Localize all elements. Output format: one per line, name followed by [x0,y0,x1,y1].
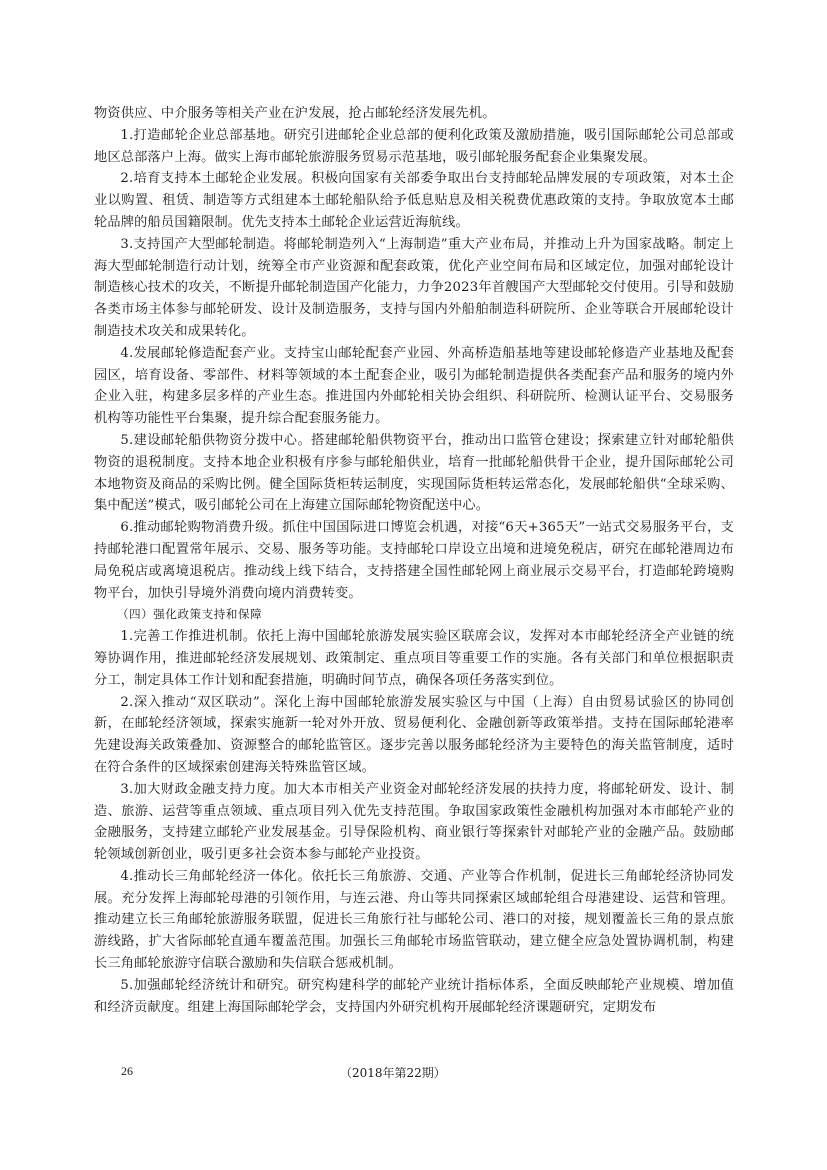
paragraph-10: 4.推动长三角邮轮经济一体化。依托长三角旅游、交通、产业等合作机制，促进长三角邮轮经济协同发展。充分发挥上海邮轮母港的引领作用，与连云港、舟山等共同探索区域邮轮组合母港建设、运营和管理。推动建立长三角邮轮旅游服务联盟，促进长三角旅行社与邮轮公司、港口的对接，规划覆盖长三角的景点旅游线路，扩大省际邮轮直通车覆盖范围。加强长三角邮轮市场监管联动，建立健全应急处置协调机制，构建长三角邮轮旅游守信联合激励和失信联合惩戒机制。 [94,868,734,972]
page-number: 26 [121,1064,133,1078]
section-heading: （四）强化政策支持和保障 [117,607,263,622]
paragraph-0: 物资供应、中介服务等相关产业在沪发展，抢占邮轮经济发展先机。 [94,106,496,121]
paragraph-4: 4.发展邮轮修造配套产业。支持宝山邮轮配套产业园、外高桥造船基地等建设邮轮修造产业基地及配套园区，培育设备、零部件、材料等领域的本土配套企业，吸引为邮轮制造提供各类配套产品和服务的境内外企业入驻，构建多层多样的产业生态。推进国内外邮轮相关协会组织、科研院所、检测认证平台、交易服务机构等功能性平台集聚，提升综合配套服务能力。 [94,345,734,427]
paragraph-9: 3.加大财政金融支持力度。加大本市相关产业资金对邮轮经济发展的扶持力度，将邮轮研发、设计、制造、旅游、运营等重点领域、重点项目列入优先支持范围。争取国家政策性金融机构加强对本市邮轮产业的金融服务，支持建立邮轮产业发展基金。引导保险机构、商业银行等探索针对邮轮产业的金融产品。鼓励邮轮领域创新创业，吸引更多社会资本参与邮轮产业投资。 [94,781,734,863]
paragraph-1: 1.打造邮轮企业总部基地。研究引进邮轮企业总部的便利化政策及激励措施，吸引国际邮轮公司总部或地区总部落户上海。做实上海市邮轮旅游服务贸易示范基地，吸引邮轮服务配套企业集聚发展。 [94,127,734,165]
paragraph-5: 5.建设邮轮船供物资分拨中心。搭建邮轮船供物资平台，推动出口监管仓建设；探索建立针对邮轮船供物资的退税制度。支持本地企业积极有序参与邮轮船供业，培育一批邮轮船供骨干企业，提升国际邮轮公司本地物资及商品的采购比例。健全国际货柜转运制度，实现国际货柜转运常态化，发展邮轮船供“全球采购、集中配送”模式，吸引邮轮公司在上海建立国际邮轮物资配送中心。 [94,432,734,514]
paragraph-2: 2.培育支持本土邮轮企业发展。积极向国家有关部委争取出台支持邮轮品牌发展的专项政策，对本土企业以购置、租赁、制造等方式组建本土邮轮船队给予低息贴息及相关税费优惠政策的支持。争取放宽本土邮轮品牌的船员国籍限制。优先支持本土邮轮企业运营近海航线。 [94,171,734,230]
paragraph-11: 5.加强邮轮经济统计和研究。研究构建科学的邮轮产业统计指标体系，全面反映邮轮产业规模、增加值和经济贡献度。组建上海国际邮轮学会，支持国内外研究机构开展邮轮经济课题研究，定期发布 [94,977,734,1015]
paragraph-6: 6.推动邮轮购物消费升级。抓住中国国际进口博览会机遇，对接“6天+365天”一站式交易服务平台，支持邮轮港口配置常年展示、交易、服务等功能。支持邮轮口岸设立出境和进境免税店，研究在邮轮港周边布局免税店或离境退税店。推动线上线下结合，支持搭建全国性邮轮网上商业展示交易平台，打造邮轮跨境购物平台，加快引导境外消费向境内消费转变。 [94,520,734,601]
paragraph-8: 2.深入推动“双区联动”。深化上海中国邮轮旅游发展实验区与中国（上海）自由贸易试验区的协同创新，在邮轮经济领域，探索实施新一轮对外开放、贸易便利化、金融创新等政策举措。支持在国际邮轮港率先建设海关政策叠加、资源整合的邮轮监管区。逐步完善以服务邮轮经济为主要特色的海关监管制度，适时在符合条件的区域探索创建海关特殊监管区域。 [94,694,734,775]
document-body [94,103,734,1018]
issue-label: （2018年第22期） [340,1066,446,1080]
paragraph-7: 1.完善工作推进机制。依托上海中国邮轮旅游发展实验区联席会议，发挥对本市邮轮经济全产业链的统筹协调作用，推进邮轮经济发展规划、政策制定、重点项目等重要工作的实施。各有关部门和单位根据职责分工，制定具体工作计划和配套措施，明确时间节点，确保各项任务落实到位。 [94,629,734,688]
paragraph-3: 3.支持国产大型邮轮制造。将邮轮制造列入“上海制造”重大产业布局，并推动上升为国家战略。制定上海大型邮轮制造行动计划，统筹全市产业资源和配套政策，优化产业空间布局和区域定位，加强对邮轮设计制造核心技术的攻关，不断提升邮轮制造国产化能力，力争2023年首艘国产大型邮轮交付使用。引导和鼓励各类市场主体参与邮轮研发、设计及制造服务，支持与国内外船舶制造科研院所、企业等联合开展邮轮设计制造技术攻关和成果转化。 [94,236,734,339]
